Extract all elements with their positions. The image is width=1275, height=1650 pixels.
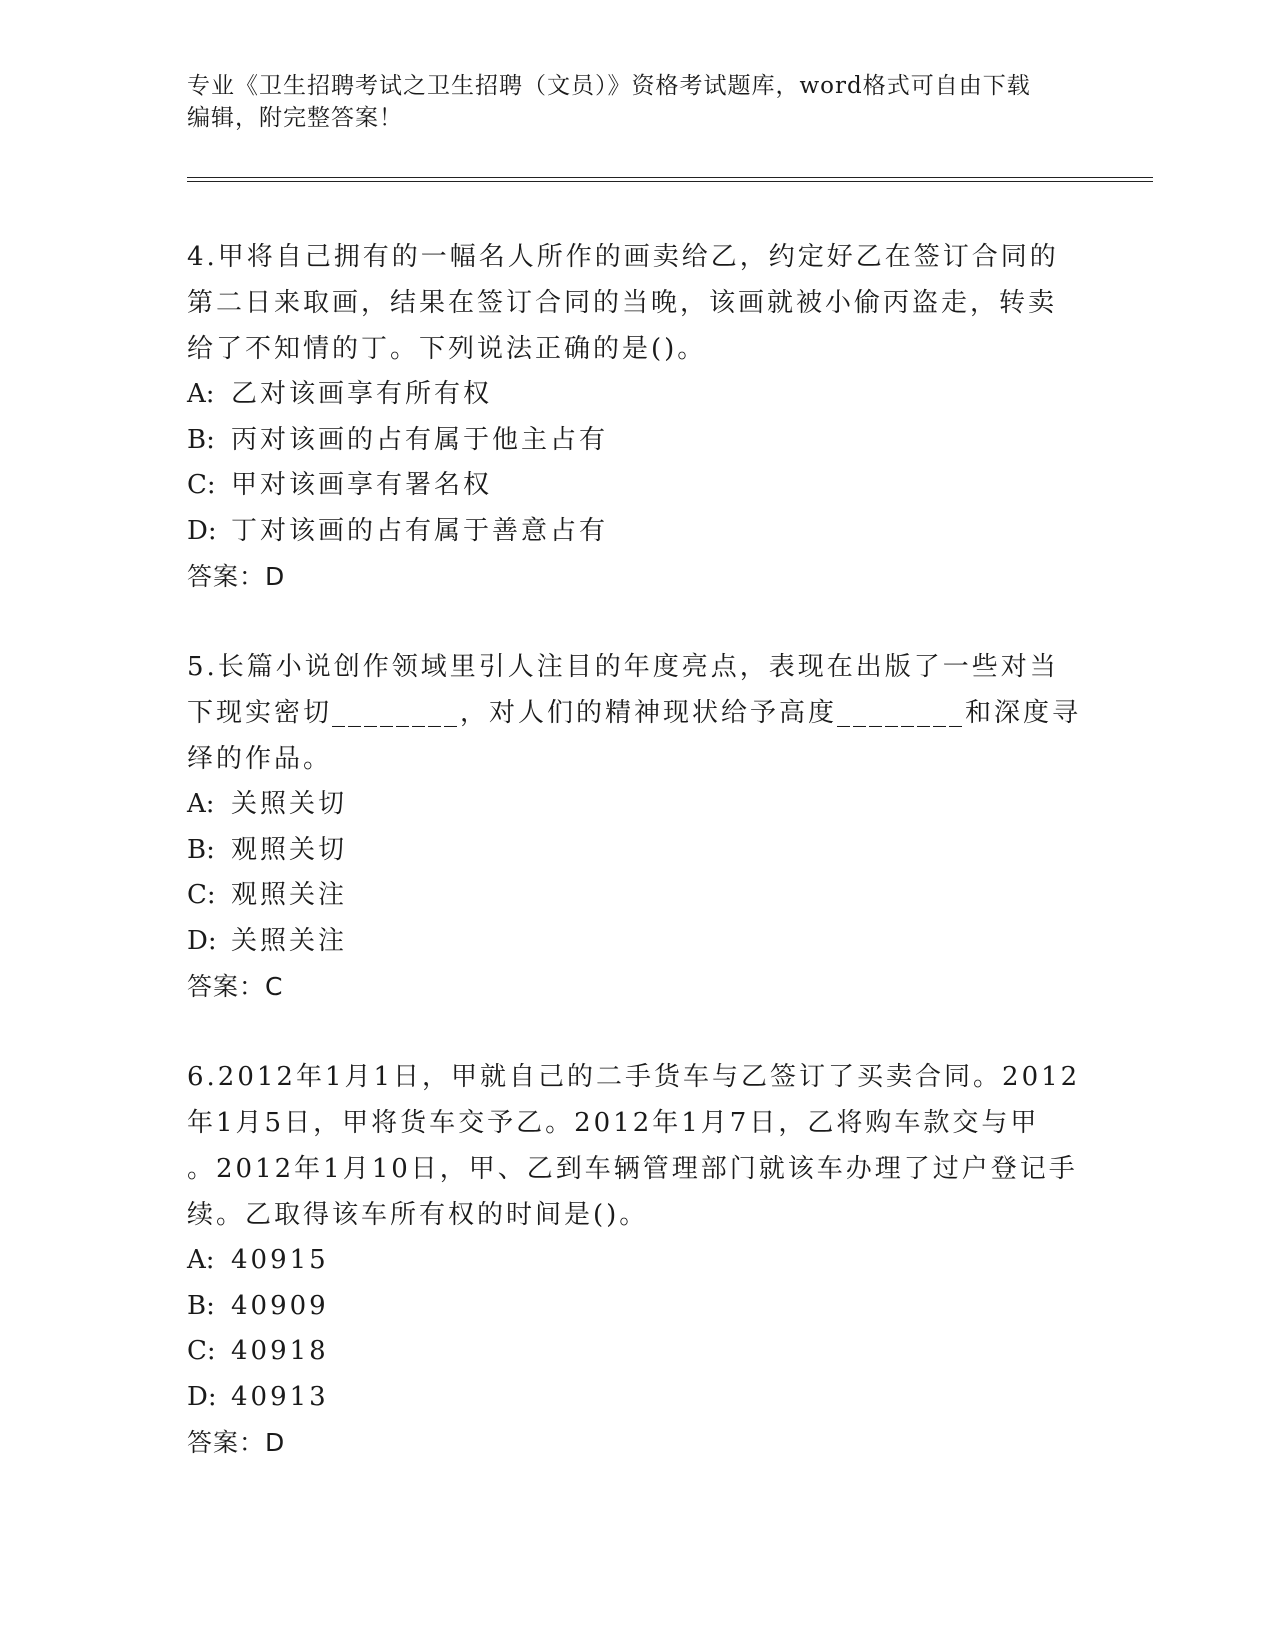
option-text: 关照关切 [231,789,348,819]
header-line-1: 专业《卫生招聘考试之卫生招聘（文员）》资格考试题库，word格式可自由下载 [187,73,1031,99]
option-key: A: [187,789,215,819]
option-text: 丙对该画的占有属于他主占有 [231,424,609,455]
option-text: 40913 [231,1381,329,1412]
option-text: 40915 [231,1245,329,1275]
option-text: 关照关注 [231,925,348,956]
question-5 [187,644,1087,1010]
question-stem-line: 年1月5日，甲将货车交予乙。2012年1月7日，乙将购车款交与甲 [187,1108,1040,1138]
header-line-2: 编辑，附完整答案！ [187,105,403,131]
question-stem-line: 续。乙取得该车所有权的时间是()。 [187,1200,649,1230]
option-key: C: [187,1336,216,1366]
option-key: B: [187,834,215,865]
header-divider-top [187,177,1153,178]
option-text: 观照关切 [231,834,348,865]
header-divider-bottom [187,181,1153,182]
answer-line: 答案：C [187,972,284,1001]
answer-line: 答案：D [187,562,286,591]
option-text: 乙对该画享有所有权 [231,379,493,409]
option-key: A: [187,1245,215,1275]
option-b [187,828,1087,874]
question-6 [187,1054,1087,1466]
option-text: 40909 [231,1290,329,1321]
question-stem-line: 4.甲将自己拥有的一幅名人所作的画卖给乙，约定好乙在签订合同的 [187,242,1059,272]
option-key: D: [187,515,217,546]
question-stem-line: 第二日来取画，结果在签订合同的当晚，该画就被小偷丙盗走，转卖 [187,288,1058,318]
question-stem-line: 下现实密切________，对人们的精神现状给予高度________和深度寻 [187,698,1082,728]
option-b [187,418,1087,464]
option-a [187,782,1087,828]
option-key: D: [187,1381,217,1412]
question-stem-line: 6.2012年1月1日，甲就自己的二手货车与乙签订了买卖合同。2012 [187,1062,1081,1092]
question-stem-line: 5.长篇小说创作领域里引人注目的年度亮点，表现在出版了一些对当 [187,652,1059,682]
option-key: B: [187,424,215,455]
option-text: 甲对该画享有署名权 [231,470,493,500]
option-c [187,873,1087,919]
option-text: 观照关注 [231,880,348,910]
option-key: B: [187,1290,215,1321]
question-4 [187,234,1087,600]
option-key: C: [187,880,216,910]
option-key: D: [187,925,217,956]
option-text: 丁对该画的占有属于善意占有 [231,515,609,546]
option-c [187,463,1087,509]
option-text: 40918 [231,1336,329,1366]
option-a [187,1238,1087,1284]
option-d [187,509,1087,555]
option-c [187,1329,1087,1375]
question-stem-line: 。2012年1月10日，甲、乙到车辆管理部门就该车办理了过户登记手 [187,1154,1078,1184]
question-stem-line: 绎的作品。 [187,744,333,774]
document-header [187,70,1087,134]
option-key: C: [187,470,216,500]
answer-line: 答案：D [187,1428,286,1457]
option-a [187,372,1087,418]
option-d [187,1375,1087,1421]
option-d [187,919,1087,965]
question-stem-line: 给了不知情的丁。下列说法正确的是()。 [187,334,707,364]
option-b [187,1284,1087,1330]
option-key: A: [187,379,215,409]
